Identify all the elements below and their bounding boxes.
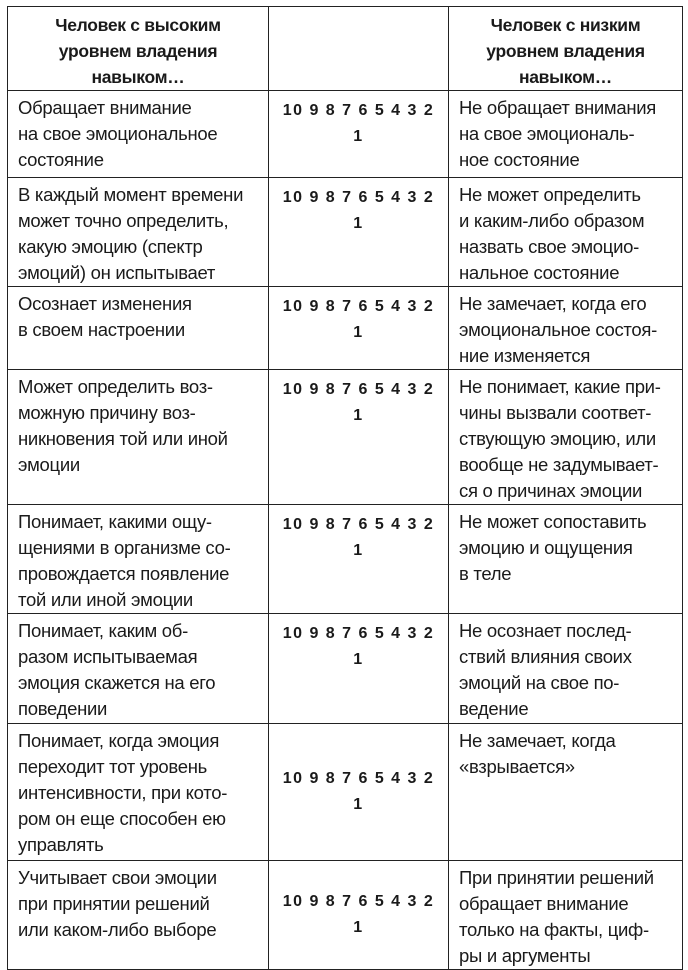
high-skill-cell: Осознает изменения в своем настроении — [8, 287, 269, 370]
table-row — [8, 505, 683, 614]
rating-scale: 10 9 8 7 6 5 4 3 2 1 — [269, 505, 449, 614]
table-row — [8, 614, 683, 724]
rating-scale: 10 9 8 7 6 5 4 3 2 1 — [269, 861, 449, 970]
table-row — [8, 724, 683, 861]
rating-scale: 10 9 8 7 6 5 4 3 2 1 — [269, 724, 449, 861]
high-skill-cell: Учитывает свои эмоции при принятии решений или каком-либо выборе — [8, 861, 269, 970]
header-row — [8, 7, 683, 91]
high-skill-cell: Может определить воз- можную причину воз- никновения той или иной эмоции — [8, 370, 269, 505]
low-skill-cell: Не может определить и каким-либо образом назвать свое эмоцио- нальное состояние — [449, 178, 683, 287]
header-scale — [269, 7, 449, 91]
low-skill-cell: Не может сопоставить эмоцию и ощущения в теле — [449, 505, 683, 614]
low-skill-cell: Не замечает, когда его эмоциональное состоя- ние изменяется — [449, 287, 683, 370]
header-low-skill: Человек с низким уровнем владения навыком… — [449, 7, 683, 91]
high-skill-cell: Понимает, когда эмоция переходит тот уровень интенсивности, при кото- ром он еще способен ею управлять — [8, 724, 269, 861]
high-skill-cell: Понимает, каким об- разом испытываемая эмоция скажется на его поведении — [8, 614, 269, 724]
rating-scale: 10 9 8 7 6 5 4 3 2 1 — [269, 178, 449, 287]
header-high-skill: Человек с высоким уровнем владения навыком… — [8, 7, 269, 91]
table-row — [8, 287, 683, 370]
low-skill-cell: Не замечает, когда «взрывается» — [449, 724, 683, 861]
table-row — [8, 370, 683, 505]
rating-scale: 10 9 8 7 6 5 4 3 2 1 — [269, 614, 449, 724]
low-skill-cell: Не понимает, какие при- чины вызвали соответ- ствующую эмоцию, или вообще не задумывает- ся о причинах эмоции — [449, 370, 683, 505]
skill-assessment-table — [7, 6, 683, 970]
high-skill-cell: В каждый момент времени может точно определить, какую эмоцию (спектр эмоций) он испытывает — [8, 178, 269, 287]
table-row — [8, 178, 683, 287]
low-skill-cell: Не обращает внимания на свое эмоциональ- ное состояние — [449, 91, 683, 178]
rating-scale: 10 9 8 7 6 5 4 3 2 1 — [269, 370, 449, 505]
high-skill-cell: Понимает, какими ощу- щениями в организме со- провождается появление той или иной эмоции — [8, 505, 269, 614]
high-skill-cell: Обращает внимание на свое эмоциональное состояние — [8, 91, 269, 178]
table-row — [8, 91, 683, 178]
table-row — [8, 861, 683, 970]
rating-scale: 10 9 8 7 6 5 4 3 2 1 — [269, 91, 449, 178]
rating-scale: 10 9 8 7 6 5 4 3 2 1 — [269, 287, 449, 370]
low-skill-cell: Не осознает послед- ствий влияния своих эмоций на свое по- ведение — [449, 614, 683, 724]
low-skill-cell: При принятии решений обращает внимание только на факты, циф- ры и аргументы — [449, 861, 683, 970]
